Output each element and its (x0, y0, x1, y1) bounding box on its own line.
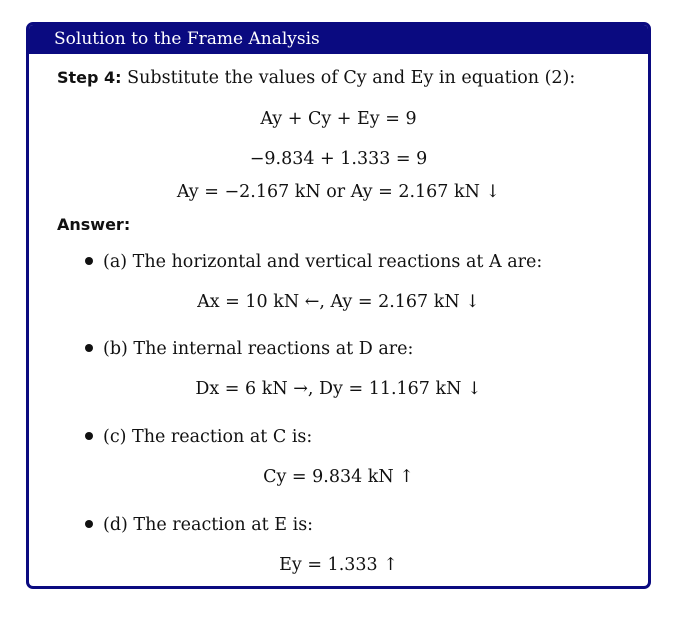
equation-2: −9.834 + 1.333 = 9 (249, 149, 428, 169)
answer-item-c (85, 427, 312, 447)
bullet-icon (85, 344, 93, 352)
answer-item-text: (a) The horizontal and vertical reactions at A are: (103, 252, 543, 272)
answer-item-text: (d) The reaction at E is: (103, 515, 314, 535)
step-label: Step 4: (57, 68, 122, 87)
answer-item-b (85, 339, 413, 359)
bullet-icon (85, 520, 93, 528)
answer-label: Answer: (57, 215, 131, 234)
equation-3: Ay = −2.167 kN or Ay = 2.167 kN ↓ (176, 182, 501, 202)
bullet-icon (85, 257, 93, 265)
answer-item-a (85, 252, 542, 272)
step-text: Substitute the values of Cy and Ey in equation (2): (127, 68, 576, 88)
answer-item-text: (c) The reaction at C is: (103, 427, 313, 447)
answer-result-a: Ax = 10 kN ←, Ay = 2.167 kN ↓ (197, 292, 480, 312)
answer-result-b: Dx = 6 kN →, Dy = 11.167 kN ↓ (195, 379, 482, 399)
answer-item-text: (b) The internal reactions at D are: (103, 339, 414, 359)
answer-result-c: Cy = 9.834 kN ↑ (263, 467, 414, 487)
answer-item-d (85, 515, 313, 535)
solution-box (26, 22, 651, 589)
step-line (57, 68, 575, 88)
answer-result-d: Ey = 1.333 ↑ (279, 555, 398, 575)
bullet-icon (85, 432, 93, 440)
equation-1: Ay + Cy + Ey = 9 (260, 109, 417, 129)
box-title: Solution to the Frame Analysis (29, 25, 648, 54)
